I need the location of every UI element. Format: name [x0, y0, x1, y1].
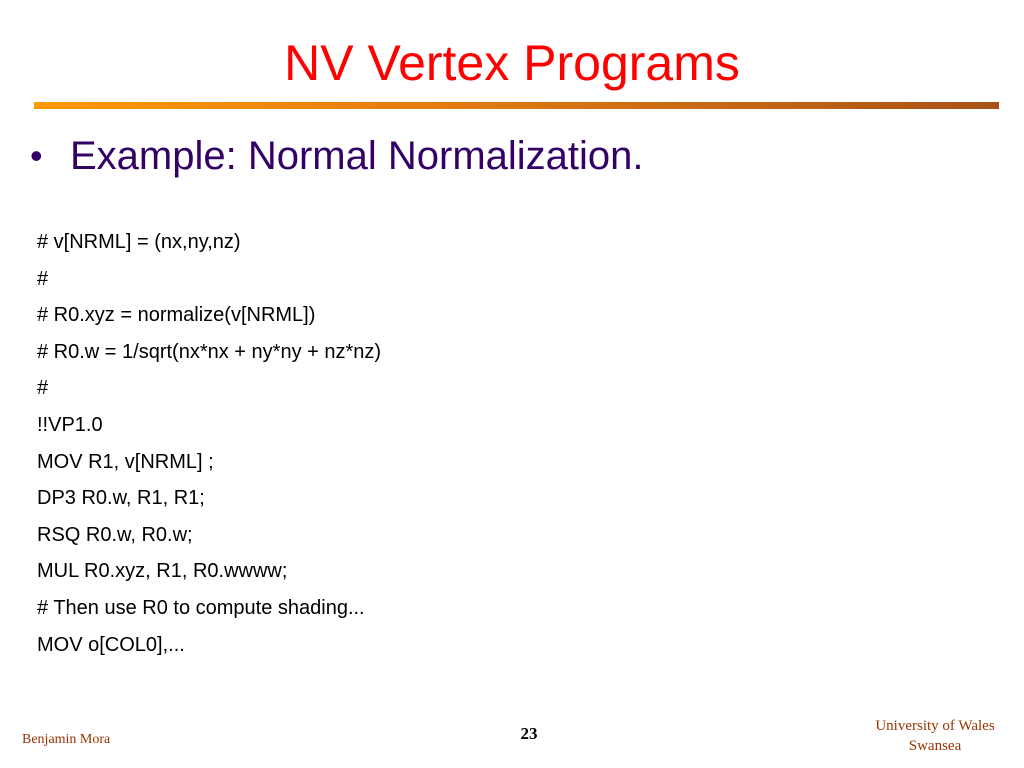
code-listing — [37, 224, 381, 663]
code-line: # — [37, 267, 49, 290]
bullet-item — [30, 128, 644, 184]
bullet-point-icon: • — [30, 135, 43, 176]
code-line: # Then use R0 to compute shading... — [37, 596, 365, 619]
code-line: MUL R0.xyz, R1, R0.wwww; — [37, 560, 288, 583]
institution-line: Swansea — [908, 738, 962, 754]
footer-author: Benjamin Mora — [22, 732, 111, 747]
code-line: RSQ R0.w, R0.w; — [37, 523, 193, 546]
slide-title: NV Vertex Programs — [284, 35, 740, 91]
page-number: 23 — [520, 724, 538, 743]
code-line: # v[NRML] = (nx,ny,nz) — [37, 231, 241, 253]
code-line: # R0.w = 1/sqrt(nx*nx + ny*ny + nz*nz) — [37, 340, 382, 363]
institution-line: University of Wales — [875, 718, 995, 734]
code-line: !!VP1.0 — [37, 413, 103, 436]
title-divider — [34, 102, 999, 109]
code-line: # R0.xyz = normalize(v[NRML]) — [37, 304, 316, 327]
code-line: MOV o[COL0],... — [37, 633, 185, 656]
bullet-text: Example: Normal Normalization. — [70, 133, 644, 178]
code-line: DP3 R0.w, R1, R1; — [37, 487, 205, 510]
code-line: # — [37, 377, 49, 400]
code-line: MOV R1, v[NRML] ; — [37, 450, 214, 473]
footer-institution — [850, 716, 1020, 756]
